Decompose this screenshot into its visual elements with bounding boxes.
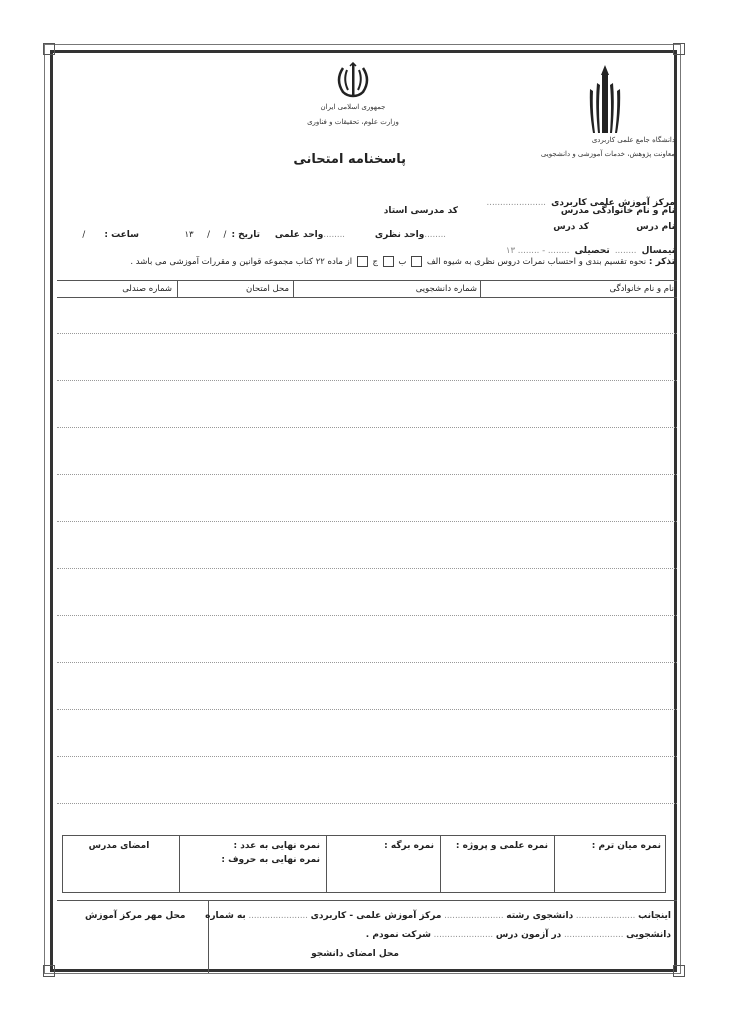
student-signature-label[interactable]: محل امضای دانشجو (311, 949, 399, 959)
theory-units-label: واحد نظری (374, 230, 425, 240)
emblem-caption-line1: جمهوری اسلامی ایران (320, 103, 386, 111)
teacher-code-label[interactable]: کد مدرسی استاد (383, 206, 458, 216)
semester-field[interactable] (506, 238, 675, 257)
declaration-number-label: به شماره (205, 911, 246, 921)
university-logo-icon (585, 65, 625, 133)
answer-line[interactable] (57, 380, 677, 381)
corner-ornament-top-right (673, 43, 685, 55)
midterm-grade-cell[interactable] (554, 836, 665, 892)
academic-value: ........ - ........ ۱۳ (505, 246, 570, 256)
final-grade-words-label: نمره نهایی به حروف : (221, 855, 320, 865)
declaration-student-label: دانشجویی (626, 930, 671, 940)
grade-divider (554, 836, 555, 892)
answer-line[interactable] (57, 474, 677, 475)
grade-divider (179, 836, 180, 892)
answer-line[interactable] (57, 615, 677, 616)
corner-ornament-bottom-left (43, 965, 55, 977)
date-label: تاریخ : (231, 230, 260, 240)
declaration-exam-label: در آزمون درس (495, 930, 562, 940)
time-label: ساعت : (104, 230, 139, 240)
course-name-label[interactable]: نام درس (636, 222, 675, 232)
declaration-student-number-dots: ...................... (563, 930, 624, 940)
answer-line[interactable] (57, 521, 677, 522)
course-code-label[interactable]: کد درس (553, 222, 589, 232)
column-divider (293, 281, 294, 297)
note-text-1: نحوه تقسیم بندی و احتساب نمرات دروس نظری به شیوه الف (426, 257, 647, 267)
theory-units-dots: ........ (424, 230, 446, 240)
option-c-checkbox[interactable] (357, 256, 368, 267)
column-divider (480, 281, 481, 297)
column-header-full-name: نام و نام خانوادگی (609, 284, 674, 294)
declaration-major-dots: ...................... (444, 911, 504, 921)
date-value: / / ۱۳ (184, 230, 227, 240)
declaration-name-dots: ...................... (575, 911, 636, 921)
teacher-signature-label: امضای مدرس (88, 841, 150, 851)
center-label: مرکز آموزش علمی کاربردی (551, 198, 675, 208)
answer-line[interactable] (57, 803, 677, 804)
declaration-center-dots: ...................... (248, 911, 308, 921)
theory-units-field[interactable] (375, 222, 446, 241)
practical-units-dots: ........ (323, 230, 345, 240)
university-name-line2: معاونت پژوهش، خدمات آموزشی و دانشجویی (540, 150, 675, 158)
center-dots: ...................... (486, 198, 546, 208)
teacher-signature-cell[interactable] (62, 836, 176, 892)
stamp-label[interactable]: محل مهر مرکز آموزش (85, 911, 186, 921)
option-a-checkbox[interactable] (411, 256, 422, 267)
time-value: / (82, 230, 86, 240)
column-header-seat-number: شماره صندلی (122, 284, 172, 294)
iran-emblem-icon (333, 62, 373, 100)
column-header-exam-location: محل امتحان (246, 284, 289, 294)
note-text-2: از ماده ۲۲ کتاب مجموعه قوانین و مقررات آموزشی می باشد . (130, 257, 353, 267)
answer-line[interactable] (57, 756, 677, 757)
option-c-label: ج (372, 257, 379, 267)
emblem-caption-line2: وزارت علوم، تحقیقات و فناوری (307, 118, 399, 126)
paper-grade-cell[interactable] (328, 836, 438, 892)
column-divider (177, 281, 178, 297)
answer-line[interactable] (57, 568, 677, 569)
practical-units-field[interactable] (275, 222, 345, 241)
paper-grade-label: نمره برگه : (384, 841, 434, 851)
grade-divider (440, 836, 441, 892)
note-line (130, 256, 675, 267)
declaration-area (57, 900, 677, 973)
inner-border-frame (50, 50, 677, 972)
option-b-checkbox[interactable] (383, 256, 394, 267)
declaration-i-label: اینجانب (638, 911, 671, 921)
note-label: تذکر : (648, 257, 675, 267)
semester-dots: ........ (614, 246, 637, 256)
answer-line[interactable] (57, 427, 677, 428)
declaration-line-2[interactable] (366, 930, 671, 940)
declaration-line-1[interactable] (205, 911, 671, 921)
answer-line[interactable] (57, 709, 677, 710)
declaration-attended-label: شرکت نمودم . (365, 930, 431, 940)
project-grade-cell[interactable] (442, 836, 552, 892)
midterm-grade-label: نمره میان ترم : (591, 841, 661, 851)
answer-line[interactable] (57, 662, 677, 663)
grades-box (62, 835, 666, 893)
date-field[interactable] (184, 222, 260, 241)
semester-label: نیمسال (641, 246, 675, 256)
page-title: پاسخنامه امتحانی (293, 152, 406, 167)
project-grade-label: نمره علمی و پروژه : (455, 841, 548, 851)
declaration-major-label: دانشجوی رشته (506, 911, 574, 921)
university-name-line1: دانشگاه جامع علمی کاربردی (591, 136, 675, 144)
student-table-header (57, 280, 677, 298)
option-b-label: ب (398, 257, 407, 267)
answer-line[interactable] (57, 333, 677, 334)
declaration-course-dots: ...................... (433, 930, 494, 940)
column-header-student-number: شماره دانشجویی (415, 284, 477, 294)
teacher-name-label[interactable]: نام و نام خانوادگی مدرس (560, 206, 675, 216)
final-grade-number-label: نمره نهایی به عدد : (233, 841, 320, 851)
final-grade-cell[interactable] (178, 836, 324, 892)
practical-units-label: واحد علمی (274, 230, 324, 240)
declaration-center-label: مرکز آموزش علمی - کاربردی (310, 911, 442, 921)
academic-label: تحصیلی (574, 246, 610, 256)
corner-ornament-top-left (43, 43, 55, 55)
grade-divider (326, 836, 327, 892)
time-field[interactable] (82, 222, 139, 241)
